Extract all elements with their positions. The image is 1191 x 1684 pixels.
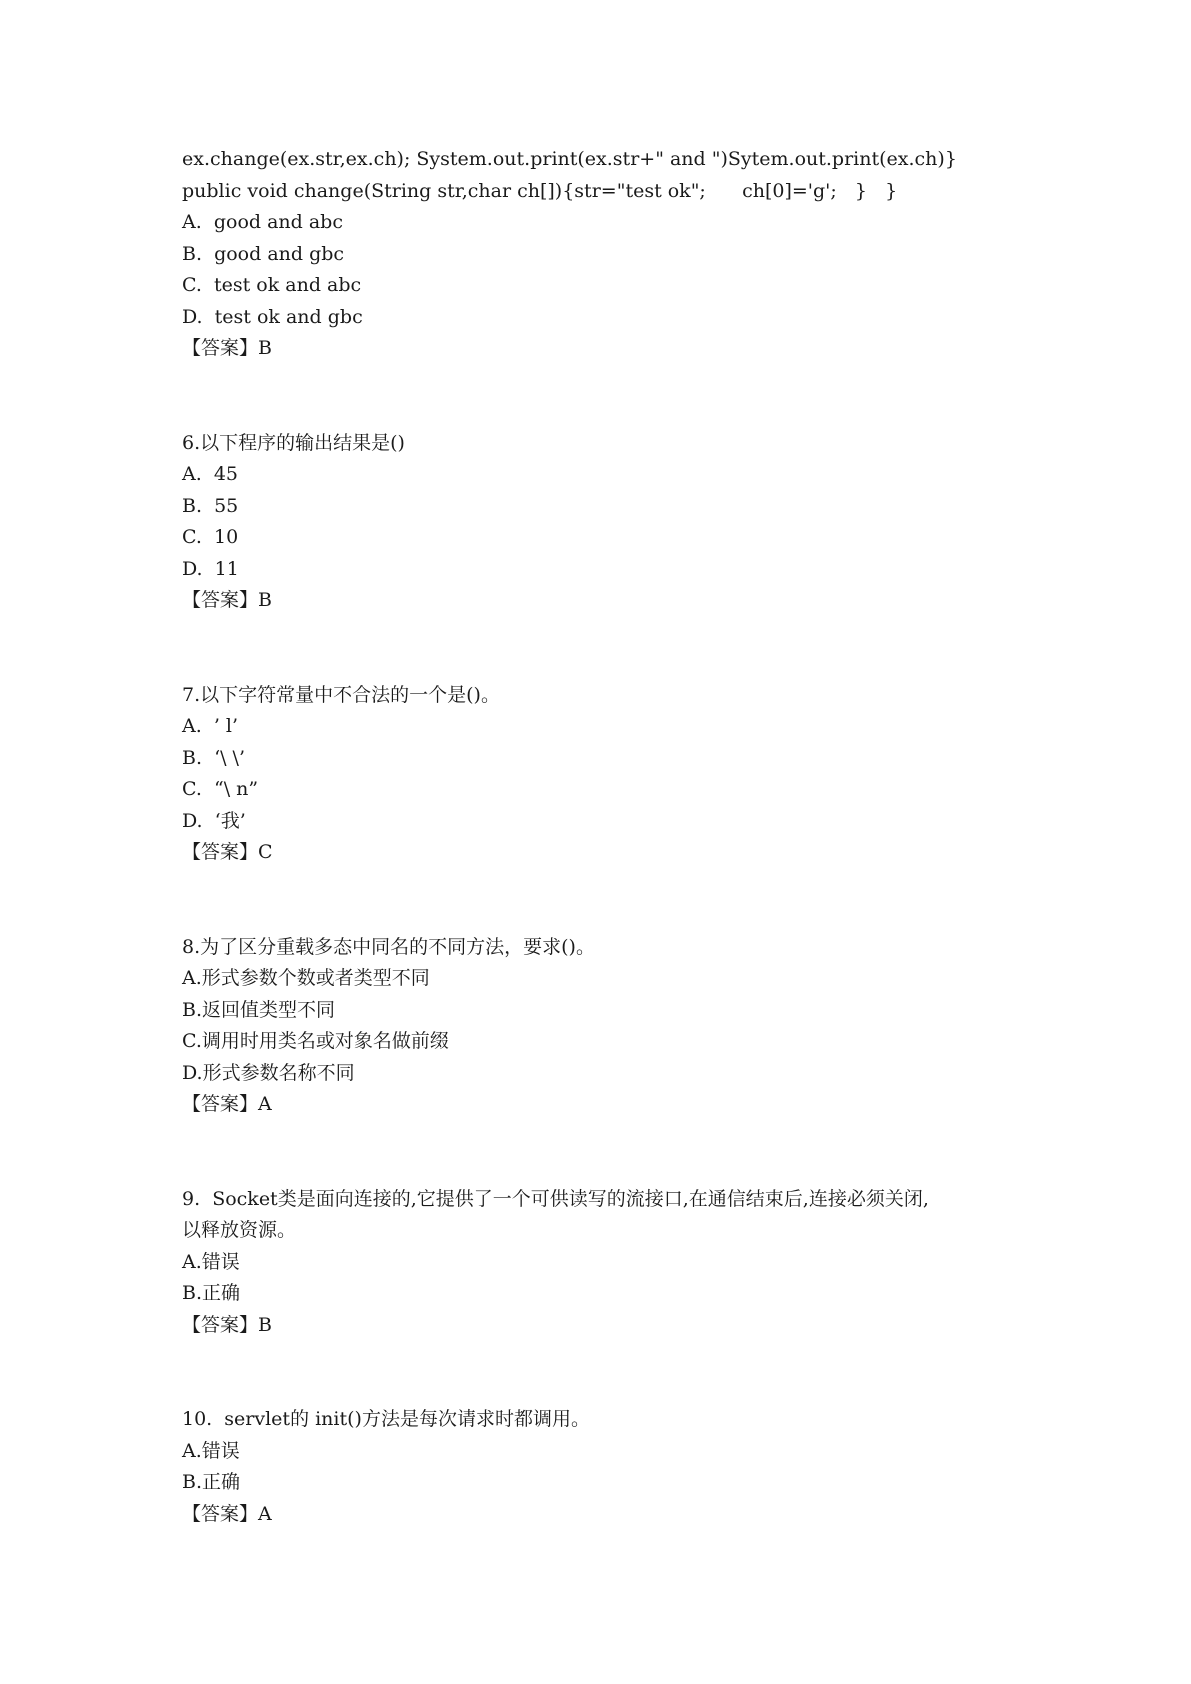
document-page [182, 144, 1042, 1530]
option-b: B. 55 [182, 494, 239, 517]
question-stem: 7.以下字符常量中不合法的一个是()。 [182, 683, 500, 706]
question-7 [182, 680, 1042, 869]
option-b: B.返回值类型不同 [182, 998, 336, 1021]
option-d: D. 11 [182, 557, 239, 580]
code-line: ex.change(ex.str,ex.ch); System.out.print(ex.str+" and ")Sytem.out.print(ex.ch)} [182, 148, 957, 170]
answer: 【答案】A [182, 1093, 272, 1115]
option-a: A. 45 [182, 463, 239, 485]
answer: 【答案】B [182, 337, 272, 359]
question-6 [182, 428, 1042, 617]
option-a: A. ’ l’ [182, 715, 239, 737]
option-c: C. test ok and abc [182, 274, 362, 296]
option-b: B.正确 [182, 1282, 241, 1304]
question-stem-continued: 以释放资源。 [182, 1219, 297, 1241]
answer: 【答案】C [182, 841, 273, 863]
option-b: B. ‘\ \’ [182, 746, 246, 769]
question-stem: 10. servlet的 init()方法是每次请求时都调用。 [182, 1408, 590, 1430]
option-a: A.错误 [182, 1439, 240, 1462]
option-a: A. good and abc [182, 211, 343, 233]
question-stem: 9. Socket类是面向连接的,它提供了一个可供读写的流接口,在通信结束后,连接必须关闭, [182, 1187, 929, 1210]
question-9 [182, 1184, 1042, 1342]
answer: 【答案】B [182, 1313, 272, 1336]
answer: 【答案】A [182, 1502, 272, 1525]
question-stem: 8.为了区分重载多态中同名的不同方法，要求()。 [182, 935, 595, 958]
question-10 [182, 1404, 1042, 1530]
answer: 【答案】B [182, 589, 272, 611]
question-8 [182, 932, 1042, 1121]
option-b: B. good and gbc [182, 242, 345, 265]
code-line: public void change(String str,char ch[]){str="test ok"; ch[0]='g'; } } [182, 179, 898, 202]
option-b: B.正确 [182, 1471, 241, 1493]
option-d: D. test ok and gbc [182, 305, 363, 328]
option-a: A.形式参数个数或者类型不同 [182, 967, 430, 989]
question-stem: 6.以下程序的输出结果是() [182, 431, 405, 454]
option-c: C.调用时用类名或对象名做前缀 [182, 1030, 449, 1052]
option-c: C. 10 [182, 526, 239, 548]
question-5 [182, 144, 1042, 365]
option-c: C. “\ n” [182, 778, 259, 800]
option-a: A.错误 [182, 1250, 240, 1273]
option-d: D. ‘我’ [182, 809, 246, 832]
option-d: D.形式参数名称不同 [182, 1061, 355, 1084]
